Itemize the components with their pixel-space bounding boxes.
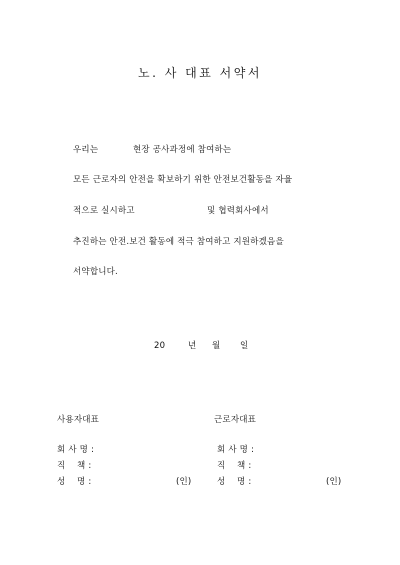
date-year-unit: 년 bbox=[188, 341, 197, 351]
employer-position-label: 직 책 : bbox=[57, 461, 92, 471]
worker-position-label: 직 책 : bbox=[217, 461, 252, 471]
worker-company-label: 회 사 명 : bbox=[217, 445, 255, 455]
date-month-unit: 월 bbox=[212, 341, 221, 351]
employer-heading: 사용자대표 bbox=[57, 415, 100, 425]
date-day-unit: 일 bbox=[240, 341, 249, 351]
worker-name-label: 성 명 : bbox=[217, 477, 252, 487]
employer-name-label: 성 명 : bbox=[57, 477, 92, 487]
date-year: 20 bbox=[154, 341, 166, 351]
body-line1-start: 우리는 bbox=[73, 145, 99, 155]
body-line3-start: 적으로 실시하고 bbox=[73, 206, 135, 216]
document-title: 노. 사 대표 서약서 bbox=[138, 66, 262, 80]
body-line1-end: 현장 공사과정에 참여하는 bbox=[133, 145, 232, 155]
body-line2: 모든 근로자의 안전을 확보하기 위한 안전보건활동을 자율 bbox=[73, 175, 293, 185]
body-line3-end: 및 협력회사에서 bbox=[207, 206, 269, 216]
body-line4: 추진하는 안전.보건 활동에 적극 참여하고 지원하겠음을 bbox=[73, 237, 284, 247]
worker-heading: 근로자대표 bbox=[214, 415, 257, 425]
body-line5: 서약합니다. bbox=[73, 267, 118, 277]
worker-seal: (인) bbox=[326, 477, 342, 487]
employer-seal: (인) bbox=[176, 477, 192, 487]
employer-company-label: 회 사 명 : bbox=[57, 445, 95, 455]
